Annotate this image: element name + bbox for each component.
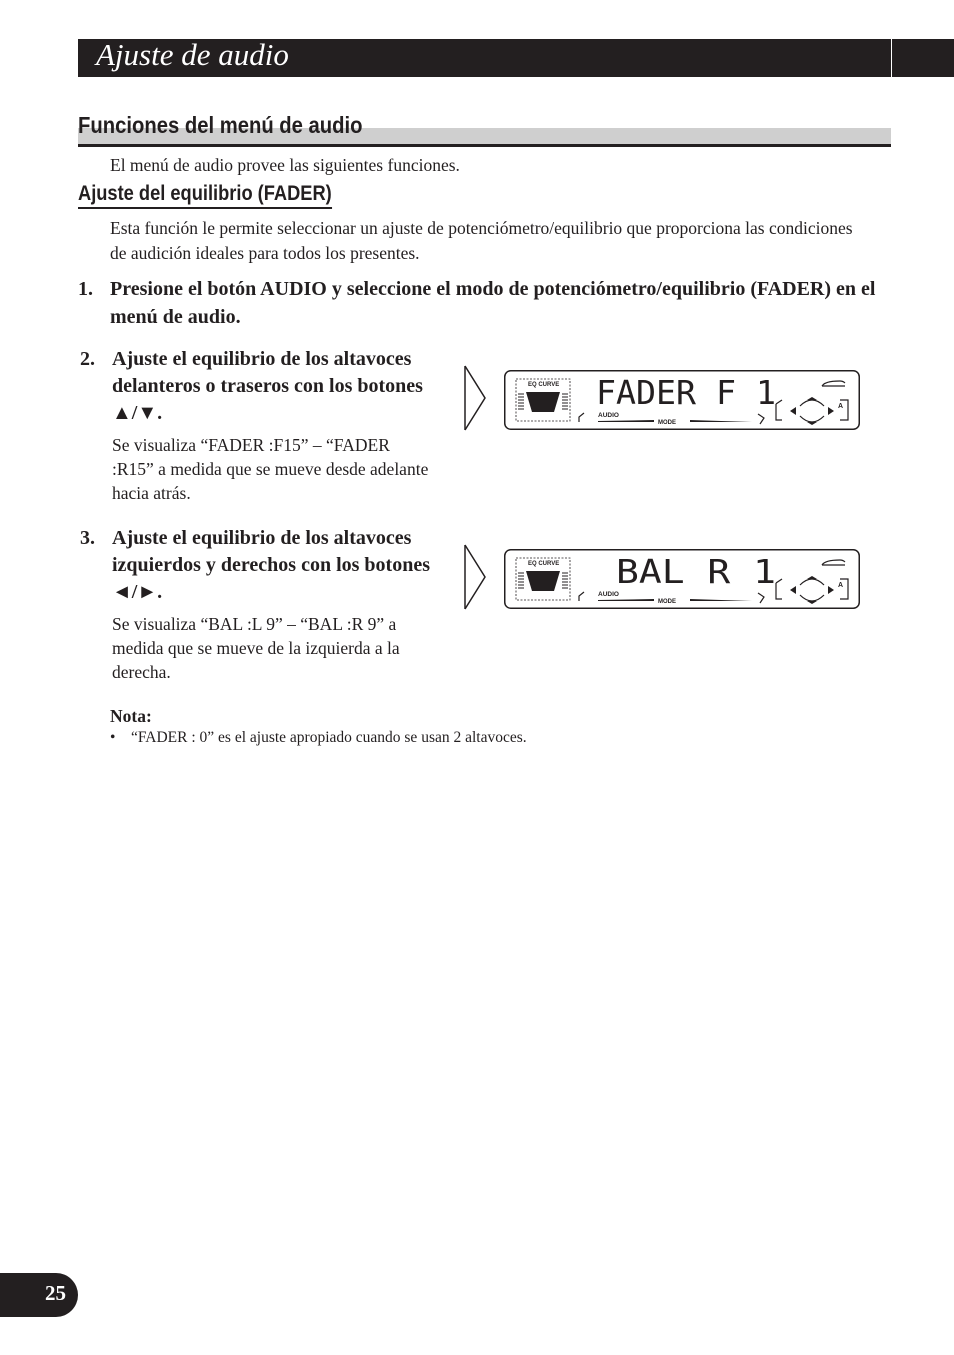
note-label: Nota: xyxy=(110,706,152,726)
section-title: Funciones del menú de audio xyxy=(78,112,363,138)
a-indicator: A xyxy=(838,403,844,410)
step-number: 3. xyxy=(80,527,95,549)
section-rule xyxy=(78,144,891,147)
step-description: Se visualiza “FADER :F15” – “FADER :R15” a medida que se mueve desde adelante hacia atrás. xyxy=(112,435,429,503)
note-item: • “FADER : 0” es el ajuste apropiado cuando se usan 2 altavoces. xyxy=(110,729,527,746)
lcd-display-balance xyxy=(504,549,860,609)
lcd-text: BAL R 1 xyxy=(616,552,776,591)
step-2 xyxy=(80,346,430,505)
page-number: 25 xyxy=(45,1281,66,1305)
audio-label: AUDIO xyxy=(598,412,619,419)
pointer-arrow-icon xyxy=(463,364,489,432)
step-number: 1. xyxy=(78,278,93,300)
audio-label: AUDIO xyxy=(598,591,619,598)
section-intro: El menú de audio provee las siguientes funciones. xyxy=(110,155,460,175)
header-tab xyxy=(892,39,954,77)
page-title: Ajuste de audio xyxy=(96,37,289,72)
eq-curve-label: EQ CURVE xyxy=(528,382,560,388)
step-3 xyxy=(80,525,430,684)
step-description: Se visualiza “BAL :L 9” – “BAL :R 9” a medida que se mueve de la izquierda a la derecha. xyxy=(112,614,400,682)
eq-curve-label: EQ CURVE xyxy=(528,561,560,567)
step-1 xyxy=(78,275,878,331)
mode-label: MODE xyxy=(658,420,676,426)
subsection-title: Ajuste del equilibrio (FADER) xyxy=(78,182,332,209)
note-text: “FADER : 0” es el ajuste apropiado cuando se usan 2 altavoces. xyxy=(130,729,527,746)
step-text: Ajuste el equilibrio de los altavoces delanteros o traseros con los botones ▲/▼. xyxy=(112,348,423,424)
step-text: Presione el botón AUDIO y seleccione el modo de potenciómetro/equilibrio (FADER) en el menú de audio. xyxy=(110,278,876,328)
subsection-paragraph: Esta función le permite seleccionar un ajuste de potenciómetro/equilibrio que proporciona las condiciones de audición ideales para todos los presentes. xyxy=(110,218,853,263)
lcd-text: FADER F 1 xyxy=(596,373,776,412)
step-number: 2. xyxy=(80,348,95,370)
step-text: Ajuste el equilibrio de los altavoces izquierdos y derechos con los botones ◄/►. xyxy=(112,527,430,603)
lcd-display-fader xyxy=(504,370,860,430)
mode-label: MODE xyxy=(658,599,676,605)
pointer-arrow-icon xyxy=(463,543,489,611)
page-number-badge xyxy=(0,1273,78,1317)
a-indicator: A xyxy=(838,582,844,589)
